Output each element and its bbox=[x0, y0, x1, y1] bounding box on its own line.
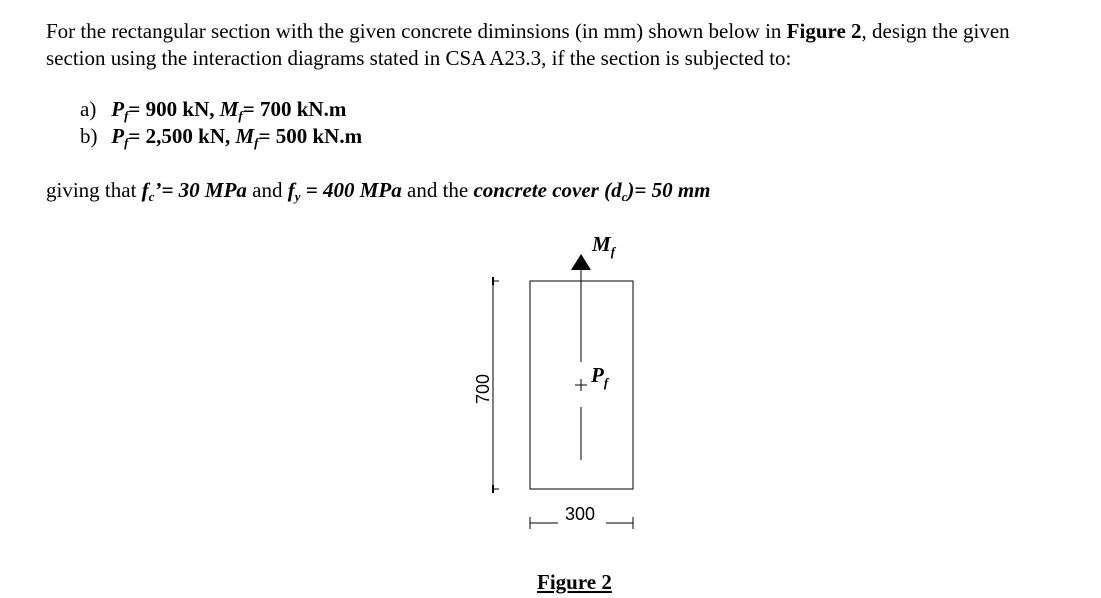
mf-symbol: M bbox=[235, 124, 255, 148]
given-and-2: and the bbox=[401, 178, 474, 202]
case-b bbox=[80, 123, 362, 149]
pf-symbol: P bbox=[111, 124, 125, 148]
given-prefix: giving that bbox=[46, 178, 142, 202]
intro-text-2: , design the given section using the interaction diagrams stated in CSA A23.3, if the section is subjected to: bbox=[46, 19, 1010, 70]
fc-symbol: f bbox=[141, 178, 149, 202]
axial-label: $P_f$ bbox=[591, 363, 609, 390]
case-a-mf-value: = 700 kN.m bbox=[242, 97, 347, 121]
fy-subscript: y bbox=[294, 189, 301, 204]
figure-reference: Figure 2 bbox=[786, 19, 862, 43]
mf-subscript: f bbox=[254, 135, 259, 150]
case-a-pf-value: = 900 kN, bbox=[128, 97, 220, 121]
case-b-label: b) bbox=[80, 124, 98, 148]
figure-caption: Figure 2 bbox=[537, 570, 612, 594]
problem-statement bbox=[46, 18, 1066, 72]
height-dimension-text: 700 bbox=[473, 373, 493, 404]
case-b-pf-value: = 2,500 kN, bbox=[128, 124, 236, 148]
pf-subscript: f bbox=[124, 108, 129, 123]
case-a-label: a) bbox=[80, 97, 97, 121]
cover-subscript: c bbox=[621, 189, 628, 204]
mf-symbol: M bbox=[219, 97, 239, 121]
pf-subscript: f bbox=[124, 135, 129, 150]
fy-symbol: f bbox=[287, 178, 295, 202]
moment-label: $M_f$ bbox=[592, 232, 616, 259]
cover-value: )= 50 mm bbox=[627, 178, 711, 202]
cover-label: concrete cover (d bbox=[473, 178, 622, 202]
moment-arrow-icon bbox=[571, 254, 591, 270]
case-b-mf-value: = 500 kN.m bbox=[258, 124, 363, 148]
mf-subscript: f bbox=[238, 108, 243, 123]
fy-value: = 400 MPa bbox=[300, 178, 402, 202]
section-figure bbox=[470, 222, 670, 522]
fc-subscript: c bbox=[148, 189, 155, 204]
intro-text-1: For the rectangular section with the given concrete diminsions (in mm) shown below in bbox=[46, 19, 787, 43]
pf-symbol: P bbox=[111, 97, 125, 121]
case-a bbox=[80, 96, 346, 122]
fc-value: ’= 30 MPa bbox=[154, 178, 247, 202]
given-and-1: and bbox=[246, 178, 288, 202]
given-values bbox=[46, 177, 711, 204]
width-dimension-text: 300 bbox=[565, 504, 596, 524]
